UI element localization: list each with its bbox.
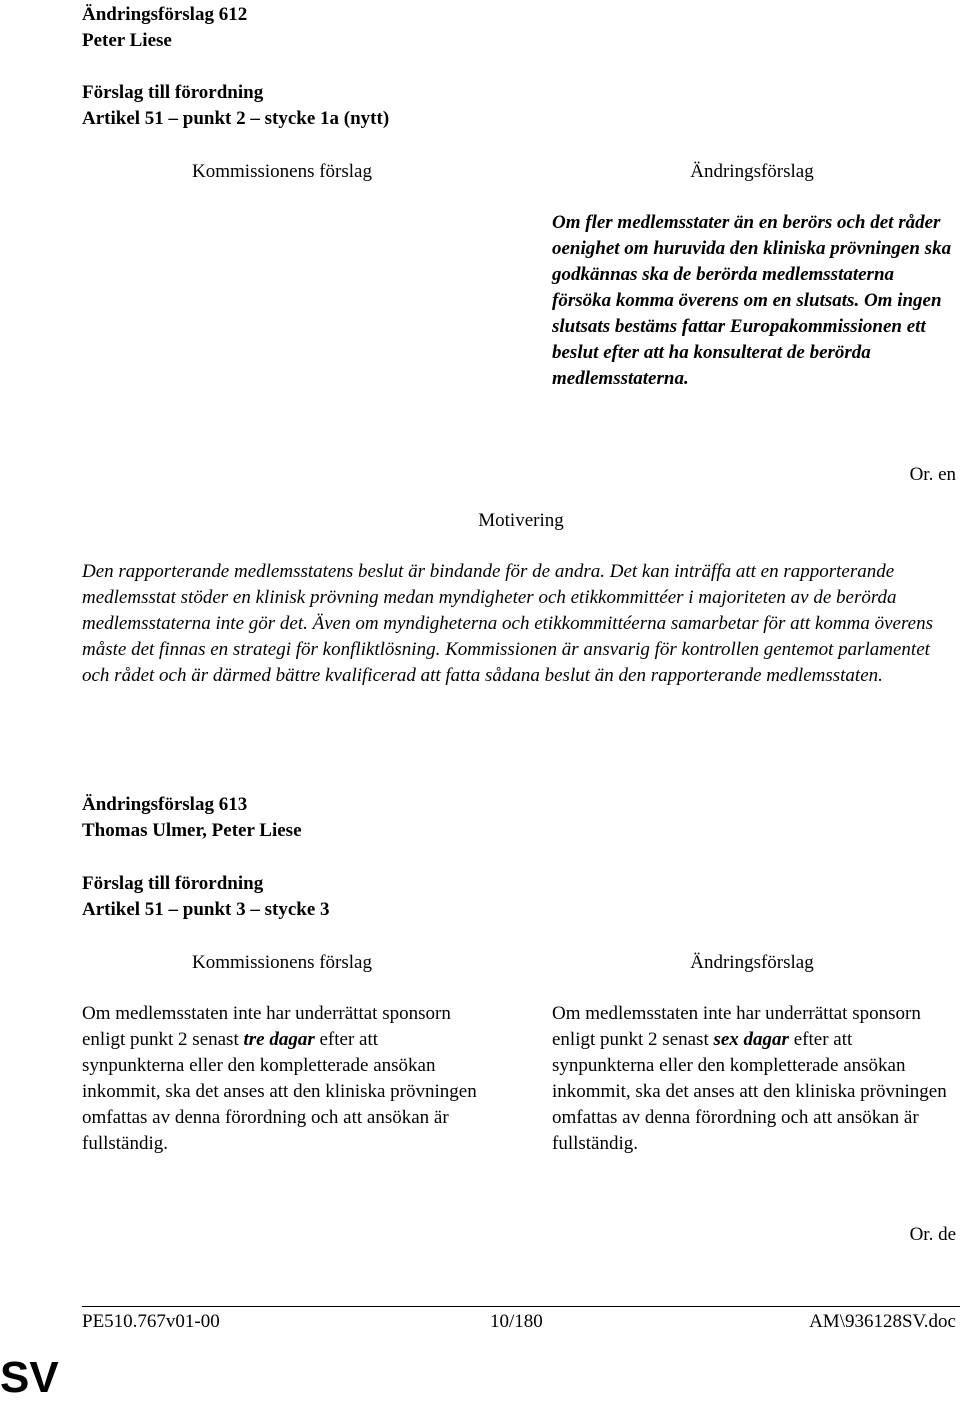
- motivering-sentence-4: Kommissionen är ansvarig för kontrollen gentemot parlamentet och rådet och är därmed bättre kvalificerad att fatta sådana beslut än den rapporterande medlemsstaten.: [82, 639, 930, 686]
- commission-text-end: efter att synpunkterna eller den kompletterade ansökan inkommit, ska det anses att den kliniska prövningen omfattas av denna förordning och att ansökan är fullständig.: [82, 1029, 477, 1154]
- commission-text-start: Om medlemsstaten inte har underrättat sponsorn enligt punkt 2 senast: [82, 1003, 451, 1050]
- amendment-612-text-sentence-2: Om ingen slutsats bestäms fattar Europakommissionen ett beslut efter att ha konsulterat de berörda medlemsstaterna.: [552, 290, 942, 389]
- footer-doc-reference: PE510.767v01-00: [82, 1311, 220, 1332]
- amendment-612-regulation: Förslag till förordning: [82, 82, 264, 103]
- amendment-613-article: Artikel 51 – punkt 3 – stycke 3: [82, 899, 330, 920]
- amendment-612-amendment-header: Ändringsförslag: [690, 161, 814, 182]
- motivering-sentence-2: Det kan inträffa att en rapporterande medlemsstat stöder en klinisk prövning medan myndigheter och etikkommittéer i majoriteten av de berörda medlemsstaterna inte gör det.: [82, 561, 897, 634]
- amendment-text-deadline: sex dagar: [713, 1029, 789, 1050]
- motivering-sentence-3: Även om myndigheterna och etikkommittéerna samarbetar för att komma överens måste det finnas en strategi för konfliktlösning.: [82, 613, 933, 660]
- amendment-613-original-language: Or. de: [909, 1224, 956, 1245]
- amendment-text-end: efter att synpunkterna eller den kompletterade ansökan inkommit, ska det anses att den kliniska prövningen omfattas av denna förordning och att ansökan är fullständig.: [552, 1029, 947, 1154]
- motivering-sentence-1: Den rapporterande medlemsstatens beslut är bindande för de andra.: [82, 561, 605, 582]
- commission-text-deadline: tre dagar: [243, 1029, 315, 1050]
- amendment-613-amendment-header: Ändringsförslag: [690, 952, 814, 973]
- amendment-612-article: Artikel 51 – punkt 2 – stycke 1a (nytt): [82, 108, 390, 129]
- amendment-613-commission-text: [82, 1001, 482, 1157]
- amendment-612-author: Peter Liese: [82, 30, 172, 51]
- footer-page-number: 10/180: [490, 1311, 543, 1332]
- amendment-613-amendment-text: [552, 1001, 952, 1157]
- amendment-612-text-sentence-1: Om fler medlemsstater än en berörs och det råder oenighet om huruvida den kliniska prövningen ska godkännas ska de berörda medlemsstaterna försöka komma överens om en slutsats.: [552, 212, 952, 311]
- amendment-612-original-language: Or. en: [909, 464, 956, 485]
- motivering-header: Motivering: [478, 510, 564, 531]
- amendment-612-number: Ändringsförslag 612: [82, 4, 248, 25]
- footer-divider: [82, 1306, 960, 1307]
- amendment-613-regulation: Förslag till förordning: [82, 873, 264, 894]
- amendment-612-commission-header: Kommissionens förslag: [192, 161, 372, 182]
- footer-file-name: AM\936128SV.doc: [809, 1311, 956, 1332]
- amendment-text-start: Om medlemsstaten inte har underrättat sponsorn enligt punkt 2 senast: [552, 1003, 921, 1050]
- language-code: SV: [0, 1353, 59, 1402]
- amendment-613-commission-header: Kommissionens förslag: [192, 952, 372, 973]
- amendment-613-author: Thomas Ulmer, Peter Liese: [82, 820, 302, 841]
- motivering-text: [82, 559, 958, 689]
- amendment-613-number: Ändringsförslag 613: [82, 794, 248, 815]
- amendment-612-amendment-text: [552, 210, 957, 392]
